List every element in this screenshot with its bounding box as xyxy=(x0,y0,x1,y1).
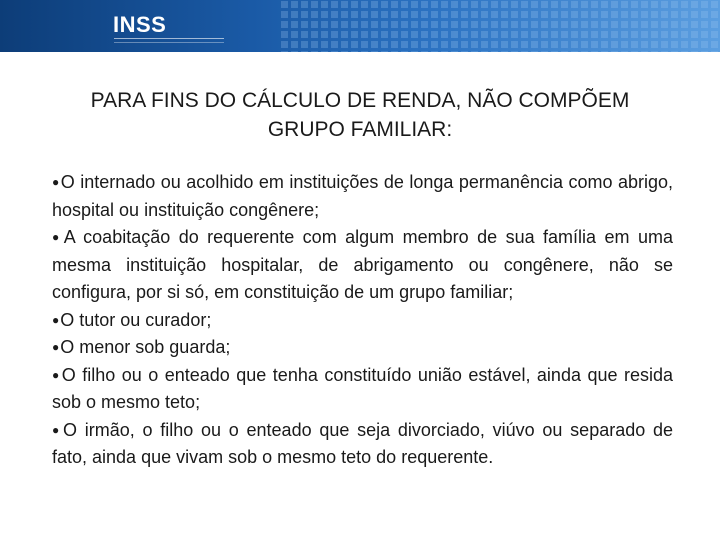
list-item-text: O menor sob guarda; xyxy=(60,337,231,357)
bullet-list xyxy=(52,169,673,472)
list-item xyxy=(52,362,673,417)
bullet-icon: ● xyxy=(52,340,60,354)
list-item xyxy=(52,417,673,472)
page-title xyxy=(40,86,680,144)
list-item-text: O tutor ou curador; xyxy=(60,309,212,330)
list-item-text: O internado ou acolhido em instituições de longa permanência como abrigo, hospital ou instituição congênere; xyxy=(52,172,674,220)
list-item-text: O irmão, o filho ou o enteado que seja divorciado, viúvo ou separado de fato, ainda que vivam sob o mesmo teto do requerente. xyxy=(52,419,674,467)
list-item xyxy=(52,224,673,307)
bullet-icon: ● xyxy=(52,230,63,244)
list-item xyxy=(52,334,673,362)
title-line-1: PARA FINS DO CÁLCULO DE RENDA, NÃO COMPÕEM xyxy=(90,89,630,112)
inss-logo: INSS xyxy=(113,12,167,37)
list-item xyxy=(52,169,673,224)
banner-grid-pattern xyxy=(280,0,720,52)
bullet-icon: ● xyxy=(52,422,62,437)
list-item xyxy=(52,307,673,335)
header-banner xyxy=(0,0,720,52)
bullet-icon: ● xyxy=(52,367,61,382)
bullet-icon: ● xyxy=(52,312,60,327)
list-item-text: A coabitação do requerente com algum membro de sua família em uma mesma instituição hospitalar, de abrigamento ou congênere, não se configura, por si só, em constituição de um grupo familiar; xyxy=(52,227,673,302)
bullet-icon: ● xyxy=(52,175,60,189)
list-item-text: O filho ou o enteado que tenha constituído união estável, ainda que resida sob o mesmo teto; xyxy=(52,364,673,412)
inss-logo-subtitle xyxy=(114,38,224,43)
title-line-2: GRUPO FAMILIAR: xyxy=(267,118,453,141)
